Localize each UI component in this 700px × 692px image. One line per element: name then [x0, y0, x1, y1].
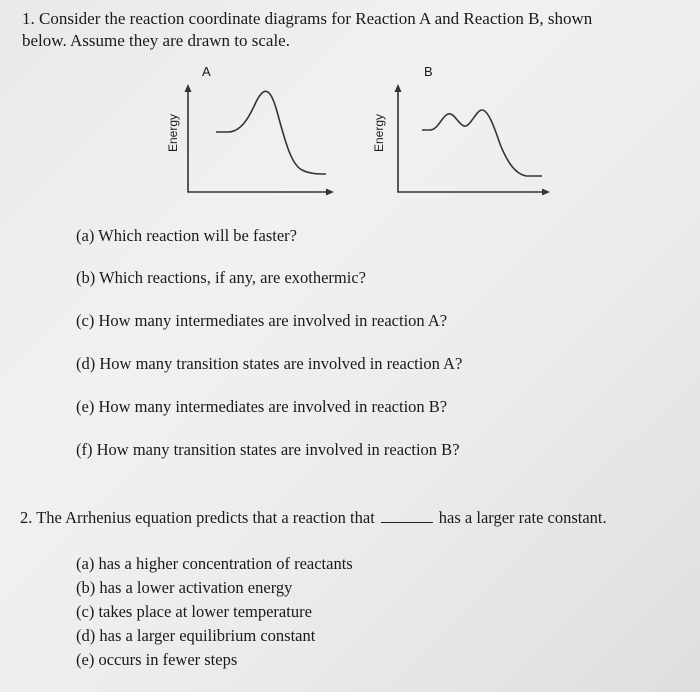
- question-2-prompt: [20, 508, 607, 528]
- choice-b: (b) has a lower activation energy: [76, 578, 293, 597]
- question-1-prompt: [22, 8, 592, 52]
- diagram-a-energy-curve: [216, 91, 326, 174]
- reaction-a-diagram: [160, 64, 340, 204]
- question-1-part-e: (e) How many intermediates are involved in reaction B?: [76, 397, 448, 416]
- choice-d: (d) has a larger equilibrium constant: [76, 626, 316, 645]
- diagram-b-axes: [395, 84, 551, 196]
- question-1-part-f: (f) How many transition states are involved in reaction B?: [76, 440, 460, 459]
- question-1-part-a: (a) Which reaction will be faster?: [76, 226, 297, 245]
- question-2-choices: [76, 552, 353, 672]
- answer-blank: [381, 510, 433, 523]
- diagram-a-axes: [185, 84, 335, 196]
- diagram-b-plot: [366, 64, 556, 204]
- diagram-b-energy-label: Energy: [372, 113, 386, 152]
- diagram-a-energy-label: Energy: [166, 113, 180, 152]
- question-1-line-2: below. Assume they are drawn to scale.: [22, 31, 290, 50]
- question-1-line-1: 1. Consider the reaction coordinate diagrams for Reaction A and Reaction B, shown: [22, 9, 593, 28]
- question-2-prompt-end: has a larger rate constant.: [438, 508, 607, 527]
- reaction-b-diagram: [366, 64, 556, 204]
- question-1-part-d: (d) How many transition states are involved in reaction A?: [76, 354, 463, 373]
- question-2-prompt-start: 2. The Arrhenius equation predicts that a reaction that: [20, 508, 375, 527]
- diagram-b-energy-curve: [422, 110, 542, 176]
- diagram-a-title: A: [202, 64, 211, 79]
- choice-a: (a) has a higher concentration of reactants: [76, 554, 353, 573]
- choice-e: (e) occurs in fewer steps: [76, 650, 238, 669]
- choice-c: (c) takes place at lower temperature: [76, 602, 312, 621]
- diagram-a-plot: [160, 64, 340, 204]
- diagram-b-title: B: [424, 64, 433, 79]
- question-1-part-b: (b) Which reactions, if any, are exothermic?: [76, 268, 366, 287]
- question-1-part-c: (c) How many intermediates are involved in reaction A?: [76, 311, 448, 330]
